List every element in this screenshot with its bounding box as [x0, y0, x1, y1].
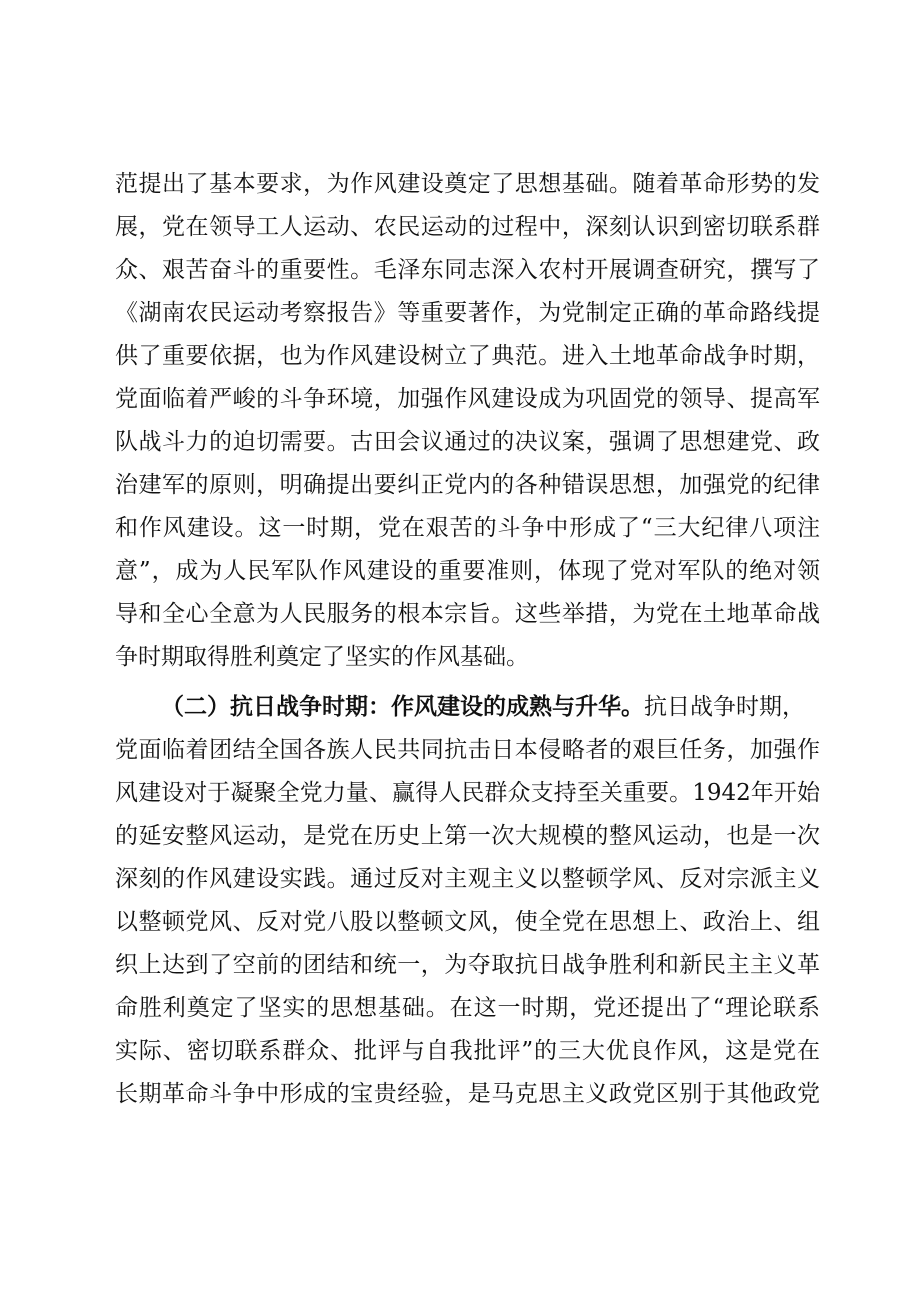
- paragraph-1-line-1: 范提出了基本要求，为作风建设奠定了思想基础。随着革命形势的发: [115, 171, 820, 197]
- paragraph-1-line-9: 和作风建设。这一时期，党在艰苦的斗争中形成了“三大纪律八项注: [115, 515, 820, 541]
- paragraph-1-line-5: 供了重要依据，也为作风建设树立了典范。进入土地革命战争时期，: [115, 343, 820, 369]
- paragraph-2-line-8: 命胜利奠定了坚实的思想基础。在这一时期，党还提出了“理论联系: [115, 995, 820, 1021]
- paragraph-2-line-9: 实际、密切联系群众、批评与自我批评”的三大优良作风，这是党在: [115, 1038, 820, 1064]
- paragraph-1-line-12: 争时期取得胜利奠定了坚实的作风基础。: [115, 644, 529, 670]
- paragraph-2-line-10: 长期革命斗争中形成的宝贵经验，是马克思主义政党区别于其他政党: [115, 1081, 820, 1107]
- paragraph-1-line-3: 众、艰苦奋斗的重要性。毛泽东同志深入农村开展调查研究，撰写了: [115, 257, 820, 283]
- paragraph-1-line-6: 党面临着严峻的斗争环境，加强作风建设成为巩固党的领导、提高军: [115, 386, 820, 412]
- paragraph-2-first-line: [161, 692, 820, 722]
- paragraph-1-line-4: 《湖南农民运动考察报告》等重要著作，为党制定正确的革命路线提: [115, 300, 820, 326]
- paragraph-2-line-3: 风建设对于凝聚全党力量、赢得人民群众支持至关重要。1942年开始: [115, 780, 820, 806]
- paragraph-1-line-2: 展，党在领导工人运动、农民运动的过程中，深刻认识到密切联系群: [115, 214, 820, 240]
- section-heading: （二）抗日战争时期：作风建设的成熟与升华。: [161, 693, 644, 720]
- paragraph-1-line-10: 意”，成为人民军队作风建设的重要准则，体现了党对军队的绝对领: [115, 558, 820, 584]
- paragraph-1-line-8: 治建军的原则，明确提出要纠正党内的各种错误思想，加强党的纪律: [115, 472, 820, 498]
- paragraph-2-line-5: 深刻的作风建设实践。通过反对主观主义以整顿学风、反对宗派主义: [115, 866, 820, 892]
- paragraph-2-line-6: 以整顿党风、反对党八股以整顿文风，使全党在思想上、政治上、组: [115, 909, 820, 935]
- paragraph-2-line-2: 党面临着团结全国各族人民共同抗击日本侵略者的艰巨任务，加强作: [115, 737, 820, 763]
- paragraph-2-line-7: 织上达到了空前的团结和统一，为夺取抗日战争胜利和新民主主义革: [115, 952, 820, 978]
- paragraph-2-first-line-text: 抗日战争时期，: [644, 694, 805, 720]
- paragraph-1-line-11: 导和全心全意为人民服务的根本宗旨。这些举措，为党在土地革命战: [115, 601, 820, 627]
- paragraph-1-line-7: 队战斗力的迫切需要。古田会议通过的决议案，强调了思想建党、政: [115, 429, 820, 455]
- paragraph-2-line-4: 的延安整风运动，是党在历史上第一次大规模的整风运动，也是一次: [115, 823, 820, 849]
